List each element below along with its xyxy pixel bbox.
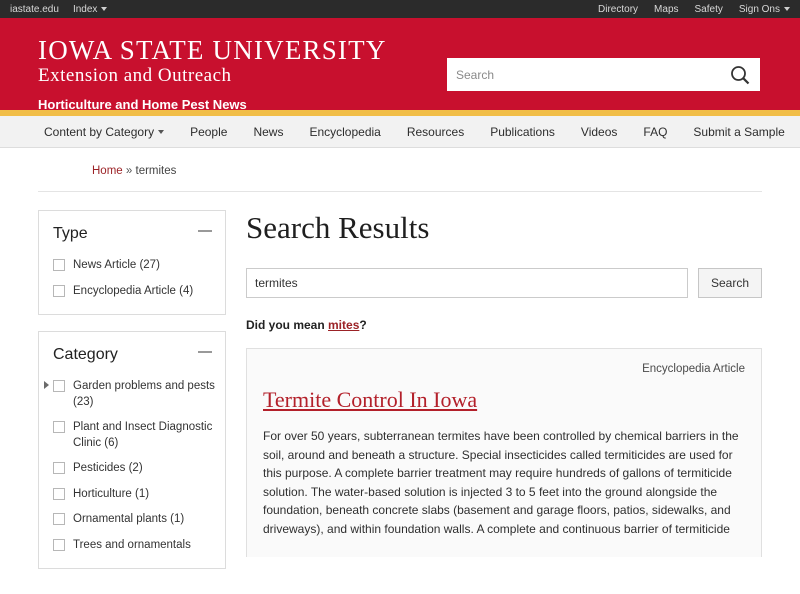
main-nav bbox=[0, 116, 800, 148]
expand-arrow-icon[interactable] bbox=[44, 381, 49, 389]
site-header bbox=[0, 18, 800, 113]
result-title bbox=[263, 387, 745, 413]
facet-category-title-label: Category bbox=[53, 346, 118, 364]
nav-item-content-by-category[interactable] bbox=[38, 116, 177, 148]
checkbox-icon[interactable] bbox=[53, 462, 65, 474]
breadcrumb bbox=[38, 148, 762, 192]
result-title-link[interactable]: Termite Control In Iowa bbox=[263, 387, 478, 412]
facet-option-label: Garden problems and pests (23) bbox=[73, 380, 215, 408]
breadcrumb-current: termites bbox=[135, 165, 177, 177]
list-item[interactable] bbox=[53, 374, 215, 415]
facet-sidebar bbox=[38, 210, 226, 585]
checkbox-icon[interactable] bbox=[53, 539, 65, 551]
search-results-column bbox=[246, 210, 762, 585]
checkbox-icon[interactable] bbox=[53, 513, 65, 525]
result-type-badge: Encyclopedia Article bbox=[642, 363, 745, 375]
directory-link[interactable]: Directory bbox=[598, 3, 639, 15]
list-item[interactable] bbox=[53, 415, 215, 456]
list-item[interactable] bbox=[53, 456, 215, 482]
results-search-form bbox=[246, 268, 762, 298]
nav-item-news[interactable]: News bbox=[253, 124, 284, 139]
facet-type-title-label: Type bbox=[53, 225, 88, 242]
nav-item-encyclopedia[interactable]: Encyclopedia bbox=[309, 124, 381, 139]
page-title: Search Results bbox=[246, 210, 430, 245]
facet-category-list bbox=[39, 374, 225, 558]
list-item[interactable] bbox=[53, 253, 215, 279]
university-name: IOWA STATE UNIVERSITY bbox=[38, 35, 387, 65]
facet-category-title[interactable] bbox=[39, 332, 225, 374]
safety-link[interactable]: Safety bbox=[694, 3, 723, 15]
minus-icon[interactable] bbox=[198, 230, 212, 232]
index-menu[interactable] bbox=[73, 4, 107, 15]
facet-option-label: Trees and ornamentals bbox=[73, 538, 191, 551]
breadcrumb-separator: » bbox=[125, 165, 133, 177]
sign-ons-label: Sign Ons bbox=[738, 3, 780, 15]
did-you-mean-suffix: ? bbox=[359, 318, 367, 332]
magnifier-icon bbox=[729, 64, 751, 86]
index-label: Index bbox=[72, 3, 98, 15]
breadcrumb-home[interactable]: Home bbox=[92, 165, 123, 177]
did-you-mean bbox=[246, 318, 762, 332]
facet-type bbox=[38, 210, 226, 315]
utility-bar bbox=[0, 0, 800, 18]
checkbox-icon[interactable] bbox=[53, 488, 65, 500]
nav-item-people[interactable]: People bbox=[190, 124, 228, 139]
page-content bbox=[0, 192, 800, 585]
brand-block[interactable] bbox=[38, 18, 387, 112]
maps-link[interactable]: Maps bbox=[654, 3, 679, 15]
utility-bar-left bbox=[10, 4, 107, 15]
facet-option-label: Pesticides (2) bbox=[73, 462, 143, 475]
header-search-input[interactable] bbox=[448, 59, 721, 90]
facet-option-label: Plant and Insect Diagnostic Clinic (6) bbox=[73, 421, 213, 449]
nav-label: Content by Category bbox=[44, 124, 155, 139]
iastate-link[interactable]: iastate.edu bbox=[10, 3, 59, 15]
facet-option-label: Horticulture (1) bbox=[73, 487, 150, 500]
nav-item-faq[interactable]: FAQ bbox=[643, 124, 668, 139]
facet-type-list bbox=[39, 253, 225, 304]
checkbox-icon[interactable] bbox=[53, 285, 65, 297]
sign-ons-menu[interactable] bbox=[739, 4, 790, 15]
result-item bbox=[246, 348, 762, 557]
facet-option-label: News Article (27) bbox=[73, 259, 160, 271]
checkbox-icon[interactable] bbox=[53, 259, 65, 271]
unit-name: Extension and Outreach bbox=[38, 65, 232, 87]
nav-item-submit-a-sample[interactable]: Submit a Sample bbox=[693, 124, 785, 139]
nav-item-videos[interactable]: Videos bbox=[580, 124, 618, 139]
search-button[interactable]: Search bbox=[698, 268, 762, 298]
site-name: Horticulture and Home Pest News bbox=[38, 97, 247, 113]
header-search-button[interactable] bbox=[721, 59, 759, 90]
facet-option-label: Encyclopedia Article (4) bbox=[73, 284, 194, 297]
minus-icon[interactable] bbox=[198, 351, 212, 353]
list-item[interactable] bbox=[53, 507, 215, 533]
list-item[interactable] bbox=[53, 482, 215, 508]
search-input[interactable] bbox=[246, 268, 688, 298]
facet-category bbox=[38, 331, 226, 569]
chevron-down-icon bbox=[158, 130, 164, 134]
checkbox-icon[interactable] bbox=[53, 421, 65, 433]
header-search[interactable] bbox=[447, 58, 760, 91]
did-you-mean-link[interactable]: mites bbox=[328, 318, 360, 332]
list-item[interactable] bbox=[53, 279, 215, 305]
list-item[interactable] bbox=[53, 533, 215, 559]
nav-item-publications[interactable]: Publications bbox=[490, 124, 555, 139]
result-snippet: For over 50 years, subterranean termites have been controlled by chemical barriers in the soil, around and beneath a structure. Special insecticides called termiticides are used for this purpose. A complete barrier treatment may require hundreds of gallons of termiticide solution. The water-based solution is injected 3 to 5 feet into the ground alongside the foundation, beneath concrete slabs (basement and garage floors, patios, sidewalks, and driveways), and within foundation walls. A complete and continuous barrier of termiticide bbox=[263, 429, 739, 536]
chevron-down-icon bbox=[101, 7, 107, 11]
facet-type-title[interactable] bbox=[39, 211, 225, 253]
utility-bar-right bbox=[598, 4, 790, 15]
checkbox-icon[interactable] bbox=[53, 380, 65, 392]
facet-option-label: Ornamental plants (1) bbox=[73, 513, 185, 526]
did-you-mean-prefix: Did you mean bbox=[246, 318, 329, 332]
nav-item-resources[interactable]: Resources bbox=[406, 124, 465, 139]
chevron-down-icon bbox=[784, 7, 790, 11]
